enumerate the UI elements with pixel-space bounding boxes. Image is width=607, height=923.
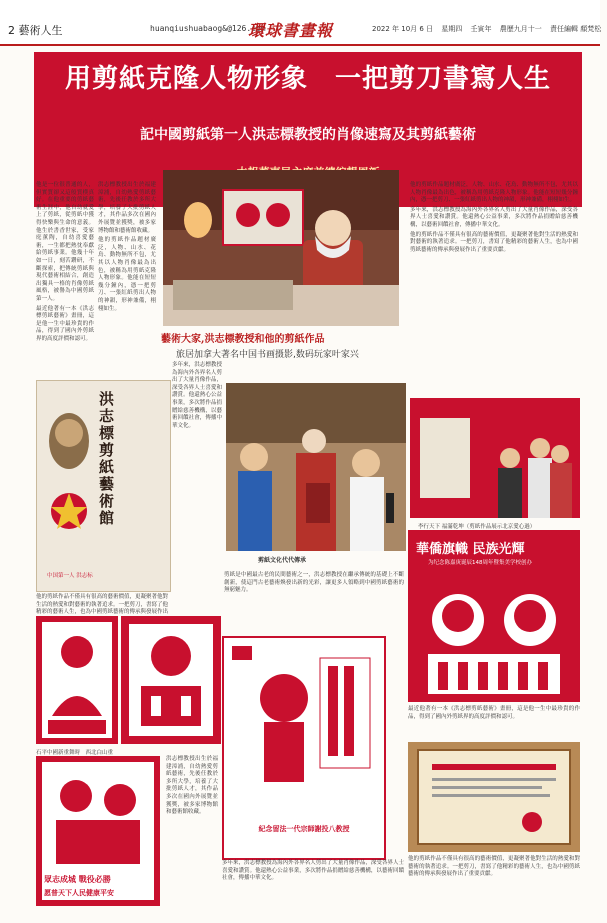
article-paragraph: 他的剪紙作品不僅具有很高的藝術價值，更凝聚著他對生活的熱愛和對藝術的執著追求。一把剪刀，書寫了他精彩的藝術人生，也為中國剪紙藝術的傳承與發展作出了重要貢獻。	[410, 231, 578, 253]
book-cover-title: 洪志標剪紙藝術館	[99, 390, 115, 527]
dateline	[372, 24, 607, 34]
article-column-3	[410, 182, 578, 392]
anniversary-poster	[408, 530, 580, 702]
pair-photo	[226, 383, 406, 551]
article-paragraph: 最近他著有一本《洪志標剪紙藝術》畫冊，這是他一生中最珍貴的作品，得到了國內外剪紙界的高度評價和認可。	[36, 305, 94, 342]
article-column-10	[222, 860, 404, 906]
slogan-line-2: 愿普天下人民健康平安	[44, 889, 114, 897]
headline: 用剪紙克隆人物形象 一把剪刀書寫人生	[64, 64, 551, 94]
poster-subtitle: 为纪念陈嘉庚诞辰148周年暨集美学校创办	[428, 560, 532, 566]
masthead-url: huanqiushuabaog&@126.com	[150, 24, 266, 33]
article-paragraph: 多年來，洪志標教授為海內外各界名人剪出了大量肖像作品，深受各界人士喜愛和讚賞。他還熱心公益事業，多次將作品捐贈給慈善機構，以藝術回饋社會，傳播中華文化。	[222, 860, 404, 882]
article-column-6	[224, 572, 404, 632]
newspaper-logo: 環球書畫報	[248, 21, 334, 40]
subheadline: 記中國剪紙第一人洪志標教授的肖像速寫及其剪紙藝術	[140, 127, 476, 143]
article-paragraph: 他的剪紙作品不僅具有很高的藝術價值，更凝聚著他對生活的熱愛和對藝術的執著追求。一把剪刀，書寫了他精彩的藝術人生，也為中國剪紙藝術的傳承與發展作出了重要貢獻。	[408, 856, 580, 878]
article-paragraph: 他的剪紙作品題材廣泛，人物、山水、花鳥、動物無所不包，尤其以人物肖像最為出色，被稱為用剪紙克隆人物形象。他能在短短幾分鐘內，憑一把剪刀、一張紅紙剪出人物的神韻，形神兼備，栩栩如生。	[410, 182, 578, 204]
book-cover	[36, 380, 171, 592]
article-paragraph: 多年來，洪志標教授為海內外各界名人剪出了大量肖像作品，深受各界人士喜愛和讚賞。他還熱心公益事業，多次將作品捐贈給慈善機構，以藝術回饋社會，傳播中華文化。	[410, 206, 578, 228]
article-paragraph: 多年來，洪志標教授為海內外各界名人剪出了大量肖像作品，深受各界人士喜愛和讚賞。他還熱心公益事業，多次將作品捐贈給慈善機構，以藝術回饋社會，傳播中華文化。	[172, 362, 222, 429]
main-photo-subcaption: 旅居加拿大著名中国书画摄影,数码玩家叶家兴	[176, 350, 359, 360]
article-paragraph: 他的剪紙作品不僅具有很高的藝術價值，更凝聚著他對生活的熱愛和對藝術的執著追求。一把剪刀，書寫了他精彩的藝術人生，也為中國剪紙藝術的傳承與發展作出	[36, 594, 169, 616]
papercut-portrait-left	[36, 616, 118, 744]
article-paragraph: 他是一位很普通的人，但實質卻又這般質樸真好。在他重要的剪紙藝術生涯中，他自幼就愛上了剪紙，從剪紙中獲得快樂與生命的意義。他生於書香世家，受家庭薰陶，自幼喜愛藝術，一生都把熱忱奉獻給剪紙事業。他幾十年如一日，刻苦鑽研，不斷探索，把傳統剪紙與現代藝術相結合，創造出獨具一格的肖像剪紙風格，被譽為中國剪紙第一人。	[36, 182, 94, 302]
memorial-papercut	[222, 636, 386, 860]
lunar-year: 壬寅年	[470, 25, 492, 33]
certificate-photo	[408, 742, 580, 852]
pair-photo-caption: 剪紙文化代代傳承	[258, 557, 307, 564]
exhibition-photo-caption: 李行天下 福滿乾坤（剪紙作品展示北京愛心過）	[418, 524, 536, 530]
issue-weekday: 星期四	[441, 25, 463, 33]
article-paragraph: 洪志標教授出生於福建漳浦，自幼熱愛剪紙藝術，先後任教於多所大學，培養了大批剪紙人才，其作品多次在國內外展覽並獲獎，被多家博物館和藝術館收藏。	[98, 182, 156, 234]
article-paragraph: 剪紙是中國最古老的民間藝術之一，洪志標教授在繼承傳統的基礎上不斷創新，使這門古老藝術煥發出新的光彩，讓更多人領略到中國剪紙藝術的無窮魅力。	[224, 572, 404, 594]
editor: 責任編輯 顏梵松	[550, 25, 602, 33]
page-number	[8, 22, 63, 38]
issue-date: 2022 年 10月 6 日	[372, 25, 434, 33]
article-column-7	[166, 756, 218, 906]
article-column-9	[408, 856, 580, 906]
papercut-scene	[121, 616, 221, 744]
memorial-caption: 紀念留法一代宗師謝投八教授	[258, 825, 350, 833]
slogan-line-1: 眾志成城 戰役必勝	[44, 875, 111, 884]
slogan-papercut	[36, 756, 160, 906]
section-name: 藝術人生	[18, 24, 63, 37]
article-paragraph: 他的剪紙作品題材廣泛，人物、山水、花鳥、動物無所不包，尤其以人物肖像最為出色，被稱為用剪紙克隆人物形象。他能在短短幾分鐘內，憑一把剪刀、一張紅紙剪出人物的神韻，形神兼備，栩栩如生。	[98, 237, 156, 312]
main-photo	[163, 170, 399, 326]
article-column-5	[36, 594, 168, 614]
article-column-4	[172, 362, 222, 592]
poster-title: 華僑旗幟 民族光輝	[416, 542, 525, 557]
main-photo-caption: 藝術大家,洪志標教授和他的剪紙作品	[161, 334, 325, 345]
book-cover-note: 中国第一人 洪志标	[47, 573, 93, 579]
page-number-value: 2	[8, 24, 15, 37]
article-paragraph: 最近他著有一本《洪志標剪紙藝術》畫冊，這是他一生中最珍貴的作品，得到了國內外剪紙界的高度評價和認可。	[408, 706, 580, 720]
exhibition-photo	[410, 398, 580, 518]
lunar-date: 農歷九月十一	[499, 25, 542, 33]
article-paragraph: 洪志標教授出生於福建漳浦，自幼熱愛剪紙藝術，先後任教於多所大學，培養了大批剪紙人才，其作品多次在國內外展覽並獲獎，被多家博物館和藝術館收藏。	[166, 756, 218, 816]
papercut-caption: 石平中國新重舞時 西北白山重	[36, 750, 114, 756]
article-column-8	[408, 706, 580, 740]
